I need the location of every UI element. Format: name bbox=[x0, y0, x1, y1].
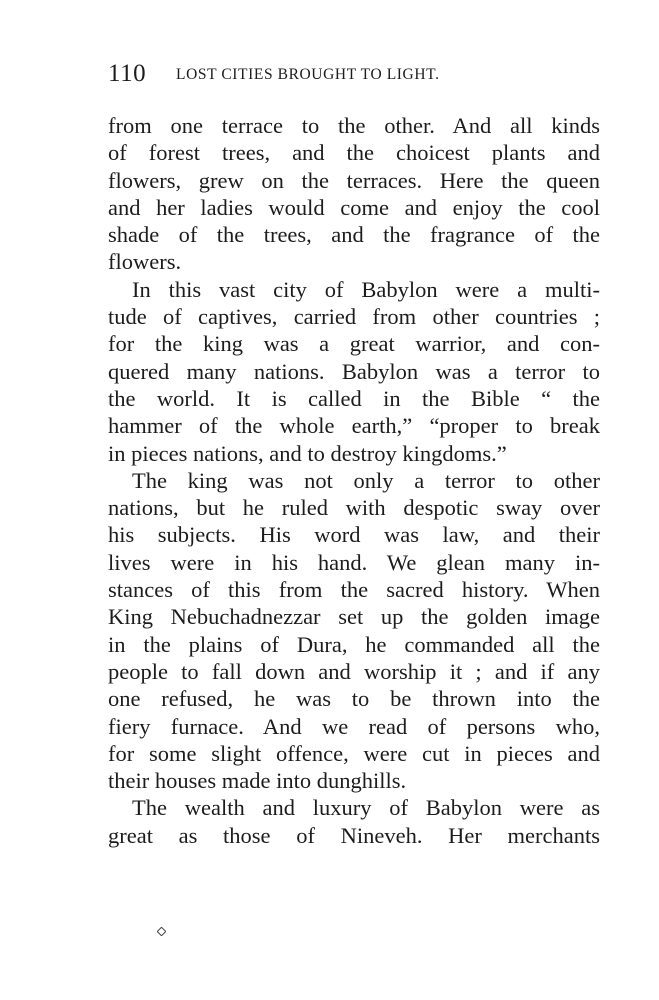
running-title: LOST CITIES BROUGHT TO LIGHT. bbox=[176, 66, 440, 83]
running-head bbox=[108, 60, 608, 90]
text-line: for some slight offence, were cut in pieces and bbox=[108, 740, 600, 766]
printer-mark-speck bbox=[157, 927, 167, 937]
body-text bbox=[108, 112, 600, 849]
text-line: people to fall down and worship it ; and if any bbox=[108, 658, 600, 684]
text-line: hammer of the whole earth,” “proper to break bbox=[108, 413, 600, 439]
text-line: the world. It is called in the Bible “ the bbox=[108, 385, 600, 411]
text-line: King Nebuchadnezzar set up the golden image bbox=[108, 604, 600, 630]
text-line: of forest trees, and the choicest plants and bbox=[108, 140, 600, 166]
text-line: his subjects. His word was law, and their bbox=[108, 522, 600, 548]
text-line: from one terrace to the other. And all kinds bbox=[108, 113, 600, 138]
text-line: in pieces nations, and to destroy kingdoms.” bbox=[108, 440, 507, 466]
text-line: fiery furnace. And we read of persons who, bbox=[108, 713, 600, 739]
text-line: tude of captives, carried from other countries ; bbox=[108, 304, 600, 330]
text-line: their houses made into dunghills. bbox=[108, 768, 407, 794]
text-line: in the plains of Dura, he commanded all the bbox=[108, 631, 600, 657]
text-line: quered many nations. Babylon was a terror to bbox=[108, 358, 600, 384]
text-line: shade of the trees, and the fragrance of the bbox=[108, 222, 600, 248]
text-line: stances of this from the sacred history. When bbox=[108, 577, 600, 603]
text-line: great as those of Nineveh. Her merchants bbox=[108, 822, 600, 848]
text-line: lives were in his hand. We glean many in- bbox=[108, 549, 600, 575]
text-line: for the king was a great warrior, and con- bbox=[108, 331, 600, 357]
page-number: 110 bbox=[108, 60, 147, 87]
text-line: one refused, he was to be thrown into the bbox=[108, 686, 600, 712]
text-line: The wealth and luxury of Babylon were as bbox=[132, 795, 600, 821]
text-line: In this vast city of Babylon were a multi- bbox=[132, 276, 600, 302]
text-line: nations, but he ruled with despotic sway over bbox=[108, 495, 600, 521]
text-line: and her ladies would come and enjoy the cool bbox=[108, 194, 600, 220]
text-line: flowers. bbox=[108, 249, 182, 275]
text-line: flowers, grew on the terraces. Here the queen bbox=[108, 167, 600, 193]
text-line: The king was not only a terror to other bbox=[132, 467, 600, 493]
